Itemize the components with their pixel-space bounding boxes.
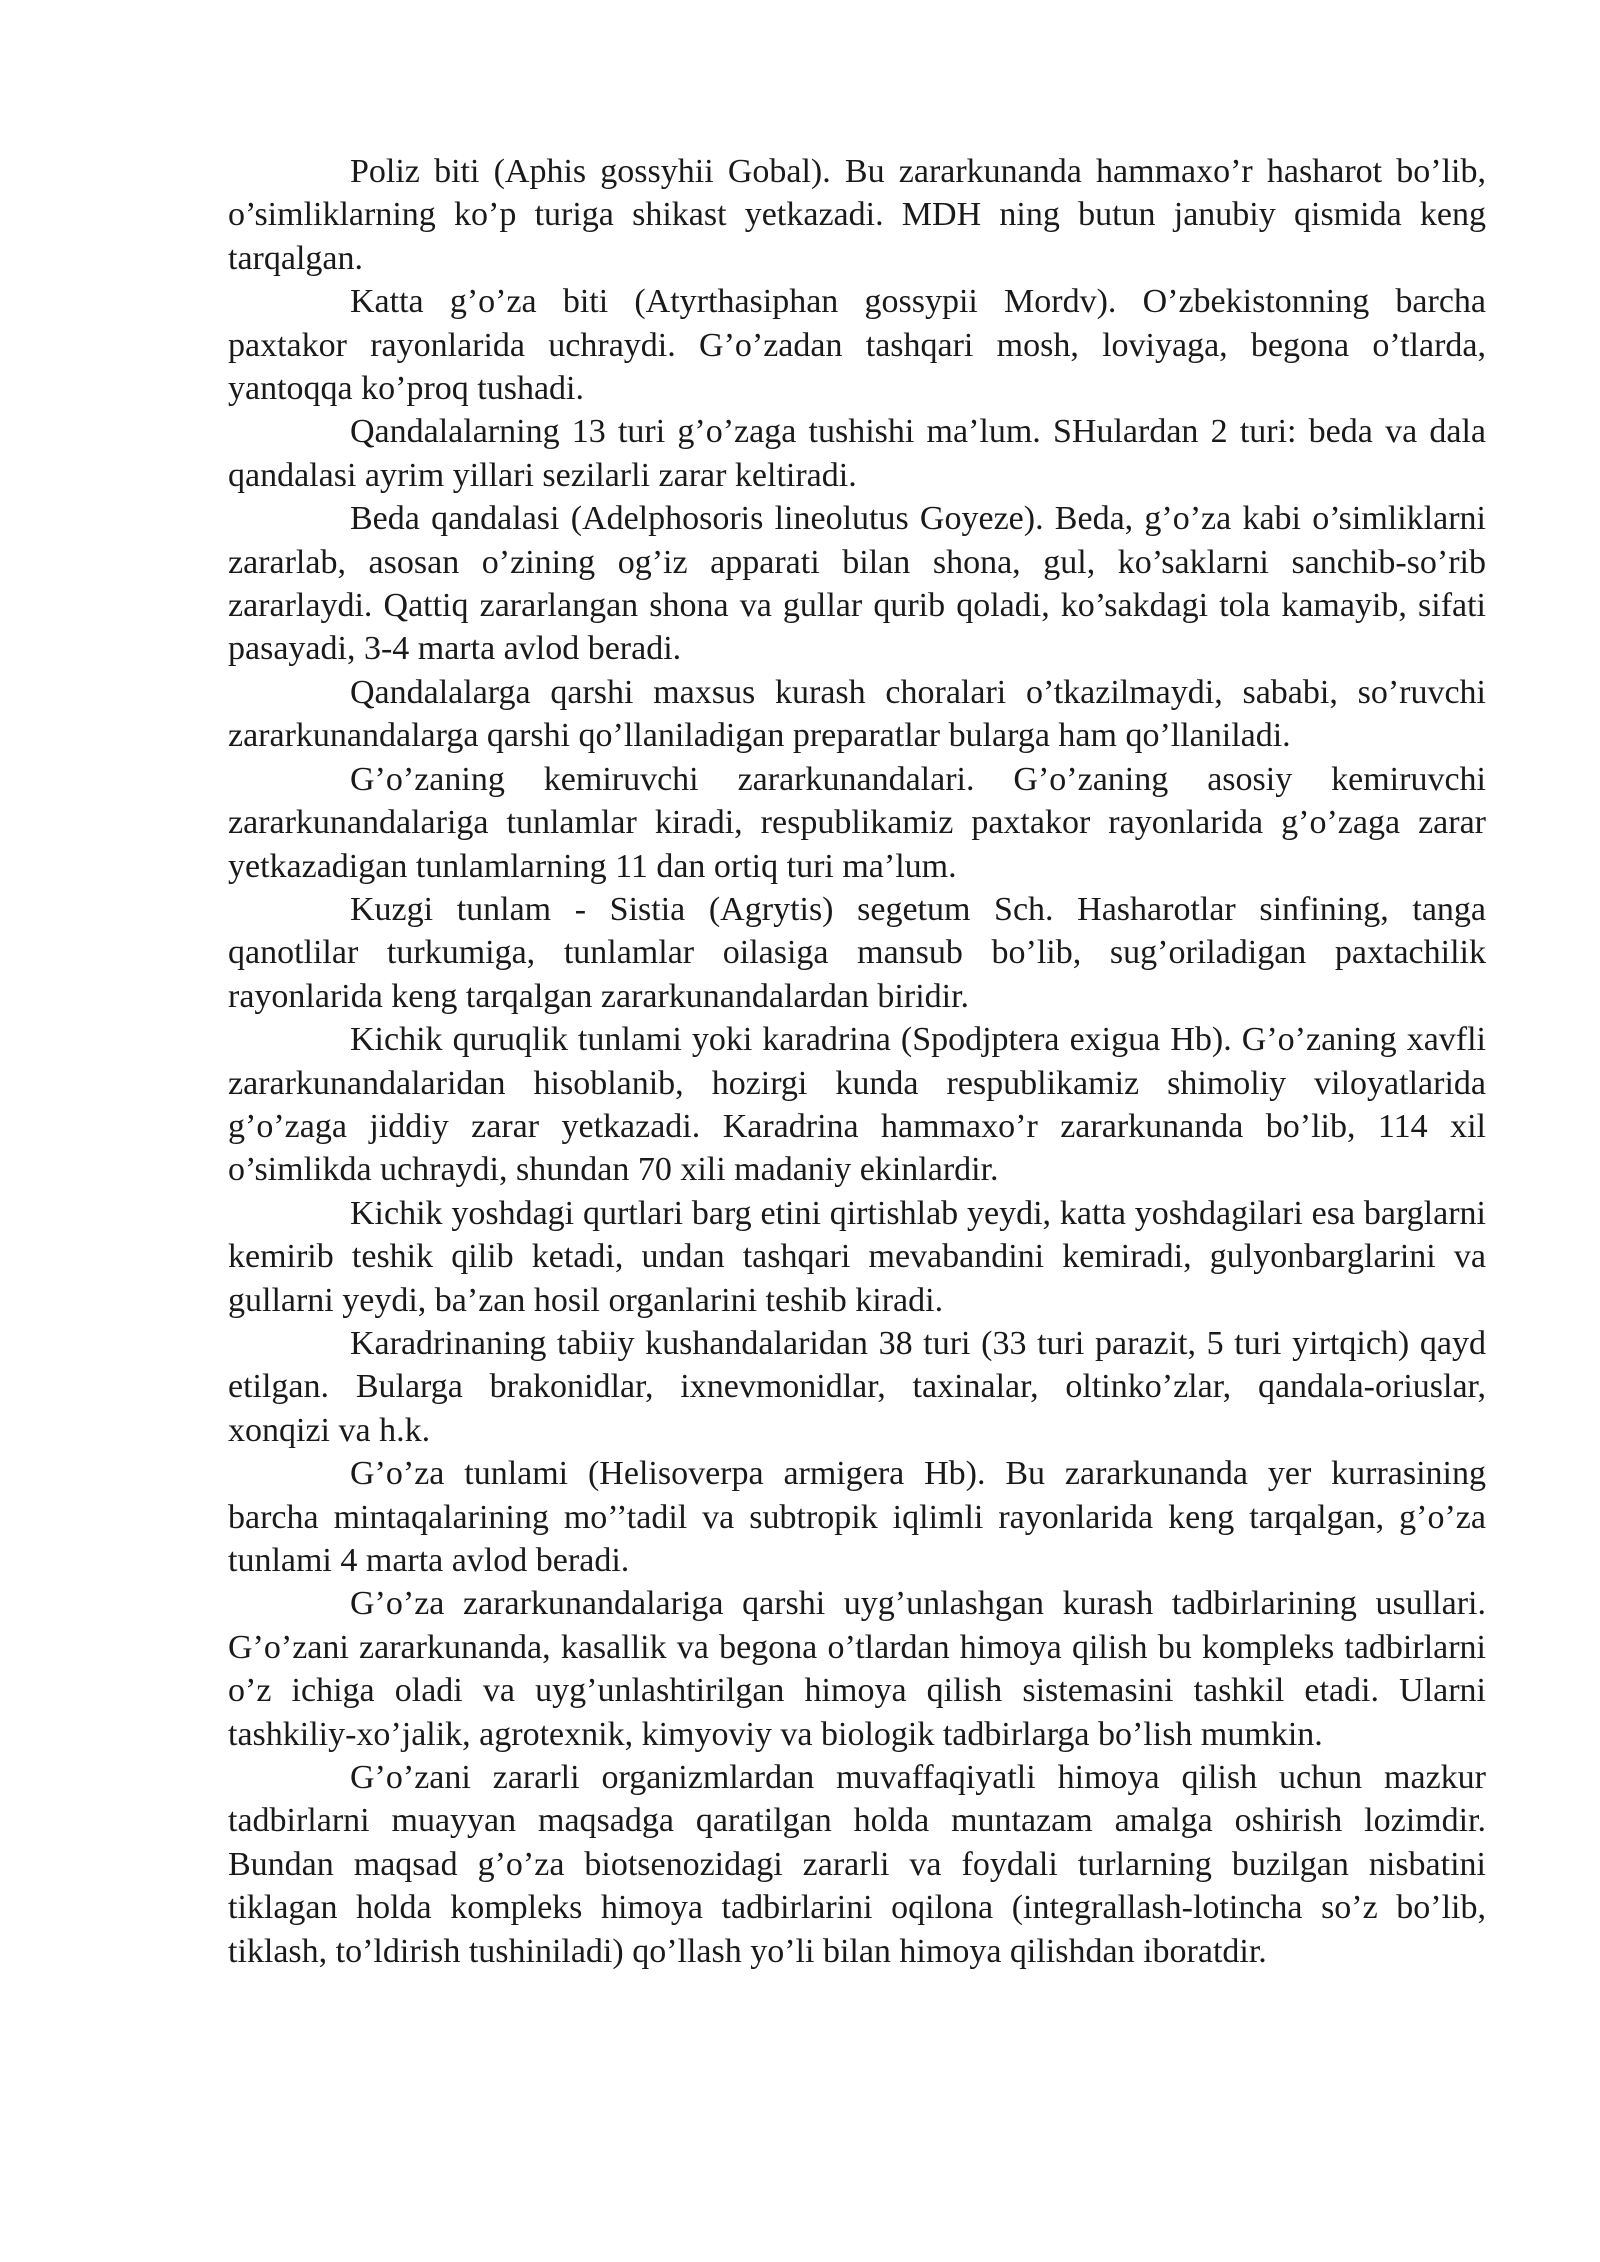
paragraph-qandalalar: Qandalalarning 13 turi g’o’zaga tushishi ma’lum. SHulardan 2 turi: beda va dala qandalasi ayrim yillari sezilarli zarar keltiradi. — [228, 413, 1486, 494]
paragraph-karadrina: Kichik quruqlik tunlami yoki karadrina (Spodjptera exigua Hb). G’o’zaning xavfli zararkunandalaridan hisoblanib, hozirgi kunda respublikamiz shimoliy viloyatlarida g’o’zaga jiddiy zarar yetkazadi. Karadrina hammaxo’r zararkunanda bo’lib, 114 xil o’simlikda uchraydi, shundan 70 xili madaniy ekinlardir. — [228, 1021, 1486, 1189]
paragraph-kemiruvchi-zararkunandalar: G’o’zaning kemiruvchi zararkunandalari. G’o’zaning asosiy kemiruvchi zararkunandalariga tunlamlar kiradi, respublikamiz paxtakor rayonlarida g’o’zaga zarar yetkazadigan tunlamlarning 11 dan ortiq turi ma’lum. — [228, 760, 1486, 885]
paragraph-poliz-biti: Poliz biti (Aphis gossyhii Gobal). Bu zararkunanda hammaxo’r hasharot bo’lib, o’simliklarning ko’p turiga shikast yetkazadi. MDH ning butun janubiy qismida keng tarqalgan. — [228, 153, 1486, 277]
paragraph-himoya-qilish: G’o’zani zararli organizmlardan muvaffaqiyatli himoya qilish uchun mazkur tadbirlarni muayyan maqsadga qaratilgan holda muntazam amalga oshirish lozimdir. Bundan maqsad g’o’za biotsenozidagi zararli va foydali turlarning buzilgan nisbatini tiklagan holda kompleks himoya tadbirlarini oqilona (integrallash-lotincha so’z bo’lib, tiklash, to’ldirish tushiniladi) qo’llash yo’li bilan himoya qilishdan iboratdir. — [228, 1759, 1486, 1970]
paragraph-goza-tunlami: G’o’za tunlami (Helisoverpa armigera Hb). Bu zararkunanda yer kurrasining barcha mintaqalarining mo’’tadil va subtropik iqlimli rayonlarida keng tarqalgan, g’o’za tunlami 4 marta avlod beradi. — [228, 1455, 1486, 1579]
document-page — [228, 150, 1486, 1973]
paragraph-tabiiy-kushandalar: Karadrinaning tabiiy kushandalaridan 38 turi (33 turi parazit, 5 turi yirtqich) qayd etilgan. Bularga brakonidlar, ixnevmonidlar, taxinalar, oltinko’zlar, qandala-oriuslar, xonqizi va h.k. — [228, 1324, 1486, 1449]
paragraph-katta-goza-biti: Katta g’o’za biti (Atyrthasiphan gossypii Mordv). O’zbekistonning barcha paxtakor rayonlarida uchraydi. G’o’zadan tashqari mosh, loviyaga, begona o’tlarda, yantoqqa ko’proq tushadi. — [228, 283, 1486, 408]
paragraph-qandalalarga-qarshi: Qandalalarga qarshi maxsus kurash choralari o’tkazilmaydi, sababi, so’ruvchi zararkunandalarga qarshi qo’llaniladigan preparatlar bularga ham qo’llaniladi. — [228, 673, 1486, 755]
paragraph-uygunlashgan-kurash: G’o’za zararkunandalariga qarshi uyg’unlashgan kurash tadbirlarining usullari. G’o’zani zararkunanda, kasallik va begona o’tlardan himoya qilish bu kompleks tadbirlarni o’z ichiga oladi va uyg’unlashtirilgan himoya qilish sistemasini tashkil etadi. Ularni tashkiliy-xo’jalik, agrotexnik, kimyoviy va biologik tadbirlarga bo’lish mumkin. — [228, 1585, 1486, 1753]
paragraph-beda-qandalasi: Beda qandalasi (Adelphosoris lineolutus Goyeze). Beda, g’o’za kabi o’simliklarni zararlab, asosan o’zining og’iz apparati bilan shona, gul, ko’saklarni sanchib-so’rib zararlaydi. Qattiq zararlangan shona va gullar qurib qoladi, ko’sakdagi tola kamayib, sifati pasayadi, 3-4 marta avlod beradi. — [228, 500, 1486, 668]
paragraph-kuzgi-tunlam: Kuzgi tunlam - Sistia (Agrytis) segetum Sch. Hasharotlar sinfining, tanga qanotlilar turkumiga, tunlamlar oilasiga mansub bo’lib, sug’oriladigan paxtachilik rayonlarida keng tarqalgan zararkunandalardan biridir. — [228, 890, 1486, 1015]
paragraph-kichik-yoshdagi-qurtlar: Kichik yoshdagi qurtlari barg etini qirtishlab yeydi, katta yoshdagilari esa barglarni kemirib teshik qilib ketadi, undan tashqari mevabandini kemiradi, gulyonbarglarini va gullarni yeydi, ba’zan hosil organlarini teshib kiradi. — [228, 1194, 1486, 1319]
